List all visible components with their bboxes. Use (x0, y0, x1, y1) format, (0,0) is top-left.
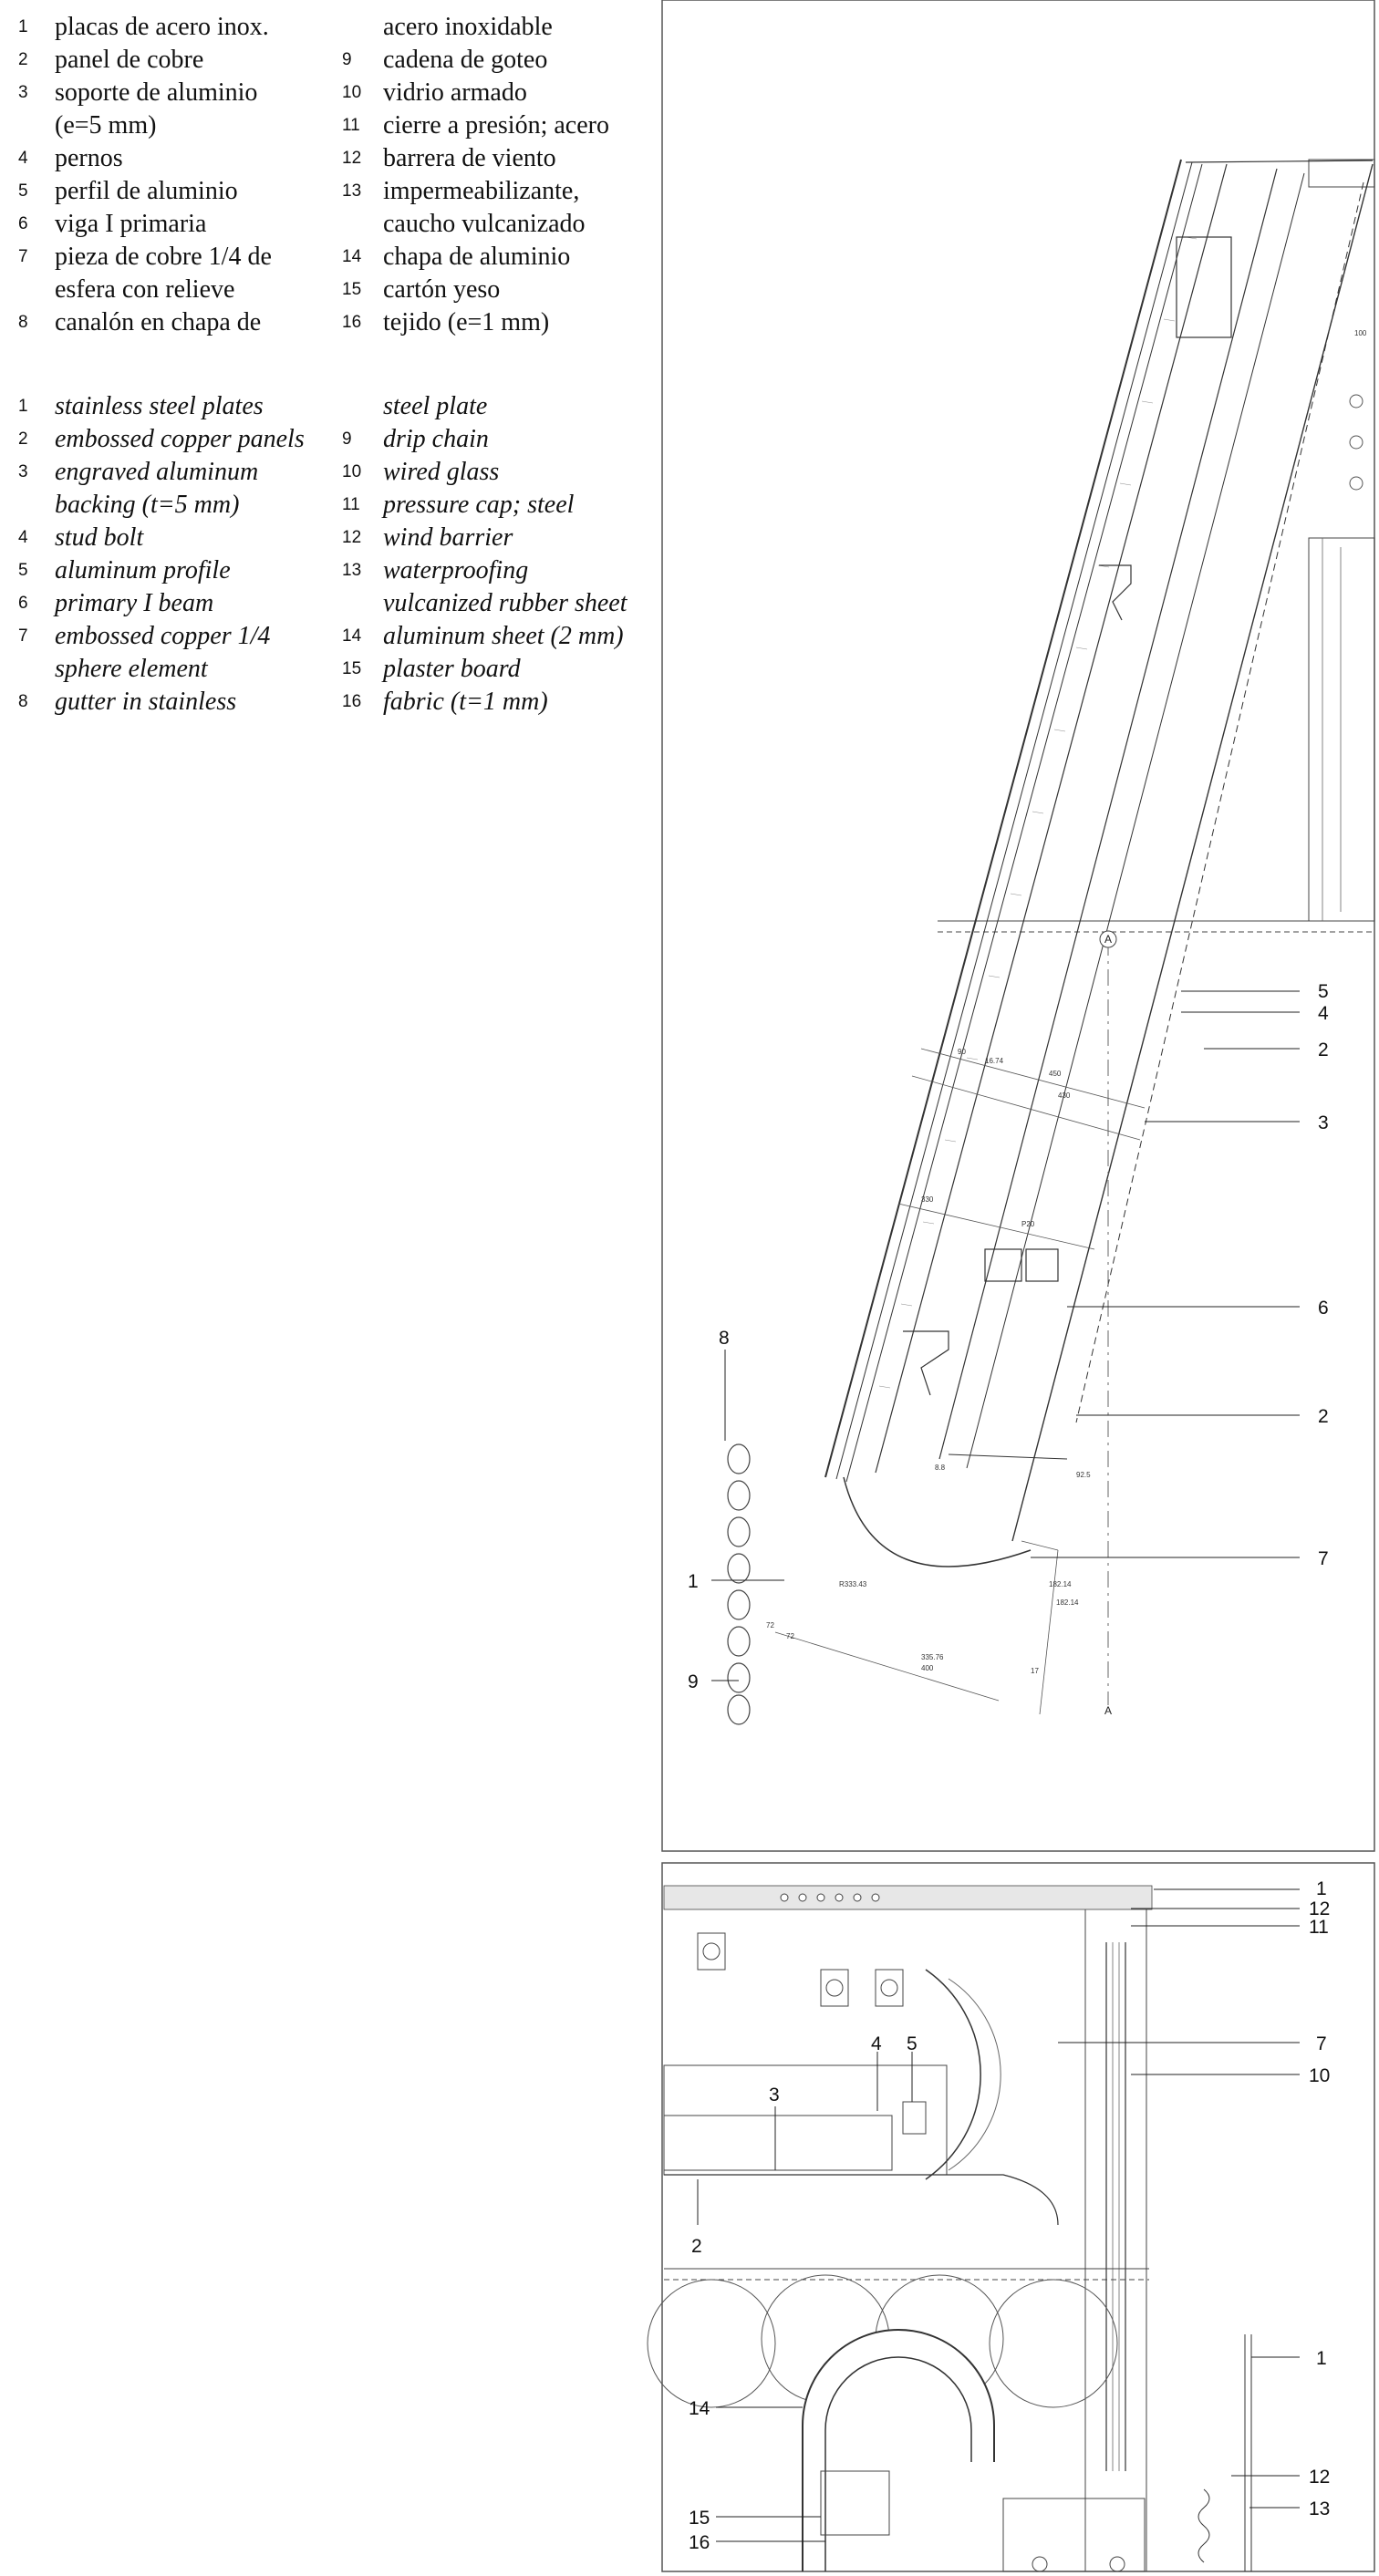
plan-frame (662, 1863, 1374, 2571)
callout-15: 15 (689, 2508, 710, 2529)
callout-7: 7 (1316, 2033, 1327, 2054)
callout-13: 13 (1309, 2498, 1331, 2519)
section-drawing (662, 0, 1374, 1851)
dimension-label: 400 (921, 1664, 934, 1672)
legend-text: soporte de aluminio (55, 78, 258, 107)
section-marker-bottom: A (1104, 1704, 1113, 1717)
dimension-label: R333.43 (839, 1580, 867, 1588)
top-right-detail (1309, 160, 1374, 187)
legend-number: 4 (18, 149, 28, 168)
legend-text: cartón yeso (383, 275, 501, 304)
legend-text: stud bolt (55, 523, 144, 552)
legend-number: 16 (342, 692, 362, 711)
legend-text: esfera con relieve (55, 275, 235, 304)
callout-2: 2 (1318, 1406, 1329, 1427)
legend-text: barrera de viento (383, 144, 556, 172)
bolt-circle (1110, 2557, 1125, 2571)
legend-number: 9 (342, 429, 352, 449)
callout-1: 1 (1316, 2348, 1327, 2369)
sphere-element-arc (844, 1477, 1031, 1567)
dimension-label: 17 (1031, 1667, 1039, 1675)
legend-number: 8 (18, 692, 28, 711)
inclined-panel-assembly (825, 160, 1373, 1541)
legend-number: 11 (342, 116, 360, 135)
legend-number: 10 (342, 462, 362, 481)
legend-number: 16 (342, 313, 362, 332)
legend-text: pieza de cobre 1/4 de (55, 243, 272, 271)
legend-text: aluminum profile (55, 556, 231, 585)
callout-1: 1 (688, 1571, 699, 1592)
leader-lines (698, 1889, 1300, 2541)
dimension-label: 330 (921, 1195, 934, 1204)
glass-strip (1106, 1942, 1125, 2471)
callout-1: 1 (1316, 1878, 1327, 1899)
drip-chain (728, 1444, 750, 1724)
legend-number: 13 (342, 181, 362, 201)
legend-text: cadena de goteo (383, 46, 548, 74)
legend-text: embossed copper panels (55, 425, 305, 453)
legend-text: embossed copper 1/4 (55, 622, 271, 650)
legend-number: 4 (18, 528, 28, 547)
legend-text: chapa de aluminio (383, 243, 571, 271)
legend-number: 12 (342, 528, 362, 547)
legend-text: plaster board (383, 655, 521, 683)
callout-9: 9 (688, 1671, 699, 1692)
dimension-label: 72 (786, 1632, 794, 1640)
legend-number: 7 (18, 247, 28, 266)
legend-text: aluminum sheet (2 mm) (383, 622, 624, 650)
legend-text: viga I primaria (55, 210, 207, 238)
callout-8: 8 (719, 1328, 730, 1349)
legend-number: 3 (18, 83, 28, 102)
beam-inner (664, 2116, 892, 2170)
legend-text: waterproofing (383, 556, 529, 585)
legend-number: 15 (342, 280, 362, 299)
dimension-label: 430 (1058, 1091, 1071, 1100)
legend-text: engraved aluminum (55, 458, 259, 486)
profile-box (903, 2102, 926, 2134)
callout-14: 14 (689, 2398, 710, 2419)
legend-number: 14 (342, 626, 362, 646)
legend-number: 8 (18, 313, 28, 332)
callout-2: 2 (1318, 1040, 1329, 1060)
dimension-label: 100 (1354, 329, 1367, 337)
dimension-label: 92.5 (1076, 1471, 1091, 1479)
legend-number: 2 (18, 50, 28, 69)
legend-text: primary I beam (55, 589, 214, 617)
legend-text: tejido (e=1 mm) (383, 308, 550, 336)
legend-text: pressure cap; steel (383, 491, 575, 519)
callout-10: 10 (1309, 2065, 1331, 2086)
legend-number: 1 (18, 397, 28, 416)
legend-text: wired glass (383, 458, 500, 486)
panel-hatching (879, 237, 1197, 1388)
beam-outline (664, 2065, 947, 2175)
legend-number: 12 (342, 149, 362, 168)
legend-text: wind barrier (383, 523, 513, 552)
dimension-label: 8.8 (935, 1464, 946, 1472)
legend-number: 13 (342, 561, 362, 580)
legend-text: perfil de aluminio (55, 177, 238, 205)
dimension-label: 450 (1049, 1070, 1062, 1078)
legend-text: canalón en chapa de (55, 308, 262, 336)
bolt-circle (1350, 395, 1363, 408)
legend-number: 9 (342, 50, 352, 69)
legend-text: impermeabilizante, (383, 177, 580, 205)
dimension-label: 16.74 (985, 1057, 1004, 1065)
callout-4: 4 (1318, 1003, 1329, 1024)
legend-text: vidrio armado (383, 78, 527, 107)
section-frame (662, 0, 1374, 1851)
dimension-label: 182.14 (1049, 1580, 1072, 1588)
legend-text: backing (t=5 mm) (55, 491, 240, 519)
legend-number: 6 (18, 594, 28, 613)
legend-text: stainless steel plates (55, 392, 264, 420)
legend-number: 7 (18, 626, 28, 646)
legend-number: 5 (18, 181, 28, 201)
legend-number: 6 (18, 214, 28, 233)
legend-number: 14 (342, 247, 362, 266)
legend-text: panel de cobre (55, 46, 204, 74)
rubber-sheet-wave (1198, 2489, 1209, 2562)
legend-text: sphere element (55, 655, 208, 683)
callout-11: 11 (1309, 1917, 1329, 1938)
legend-number: 11 (342, 495, 360, 514)
legend-number: 3 (18, 462, 28, 481)
bolt-circle (1350, 436, 1363, 449)
callout-4: 4 (871, 2033, 882, 2054)
legend-text: (e=5 mm) (55, 111, 157, 140)
legend-text: gutter in stainless (55, 688, 237, 716)
callout-5: 5 (907, 2033, 918, 2054)
dimension-label: 335.76 (921, 1653, 944, 1661)
legend-text: cierre a presión; acero (383, 111, 609, 140)
legend-number: 2 (18, 429, 28, 449)
legend-number: 5 (18, 561, 28, 580)
legend-text: vulcanized rubber sheet (383, 589, 627, 617)
legend-text: fabric (t=1 mm) (383, 688, 548, 716)
callout-12: 12 (1309, 1898, 1331, 1919)
sphere-arc (926, 1970, 980, 2179)
legend-text: drip chain (383, 425, 489, 453)
callout-3: 3 (769, 2085, 780, 2105)
brackets (903, 237, 1231, 1395)
right-wall-detail (1309, 538, 1374, 921)
legend-text: acero inoxidable (383, 13, 553, 41)
callout-5: 5 (1318, 981, 1329, 1002)
legend-text: steel plate (383, 392, 488, 420)
callout-7: 7 (1318, 1548, 1329, 1569)
section-marker-top: A (1104, 933, 1113, 946)
callout-2: 2 (691, 2236, 702, 2257)
callout-3: 3 (1318, 1112, 1329, 1133)
dimension-label: 182.14 (1056, 1598, 1079, 1607)
legend-text: pernos (55, 144, 123, 172)
bolt-circle (1350, 477, 1363, 490)
dimension-label: 90 (958, 1048, 966, 1056)
bolt-details (698, 1933, 903, 2006)
dimension-label: P20 (1021, 1220, 1035, 1228)
plan-drawing (648, 1863, 1374, 2571)
sphere-arc-inner (949, 1979, 1001, 2170)
header-band (664, 1886, 1152, 1909)
legend-text: caucho vulcanizado (383, 210, 586, 238)
leader-lines (711, 991, 1300, 1681)
dimension-label: 72 (766, 1621, 774, 1629)
legend-number: 15 (342, 659, 362, 678)
legend-number: 1 (18, 17, 28, 36)
bolt-circle (1032, 2557, 1047, 2571)
legend-number: 10 (342, 83, 362, 102)
callout-16: 16 (689, 2532, 710, 2553)
callout-6: 6 (1318, 1298, 1329, 1319)
legend-text: placas de acero inox. (55, 13, 269, 41)
panel-curve (664, 2175, 1058, 2225)
callout-12: 12 (1309, 2467, 1331, 2488)
